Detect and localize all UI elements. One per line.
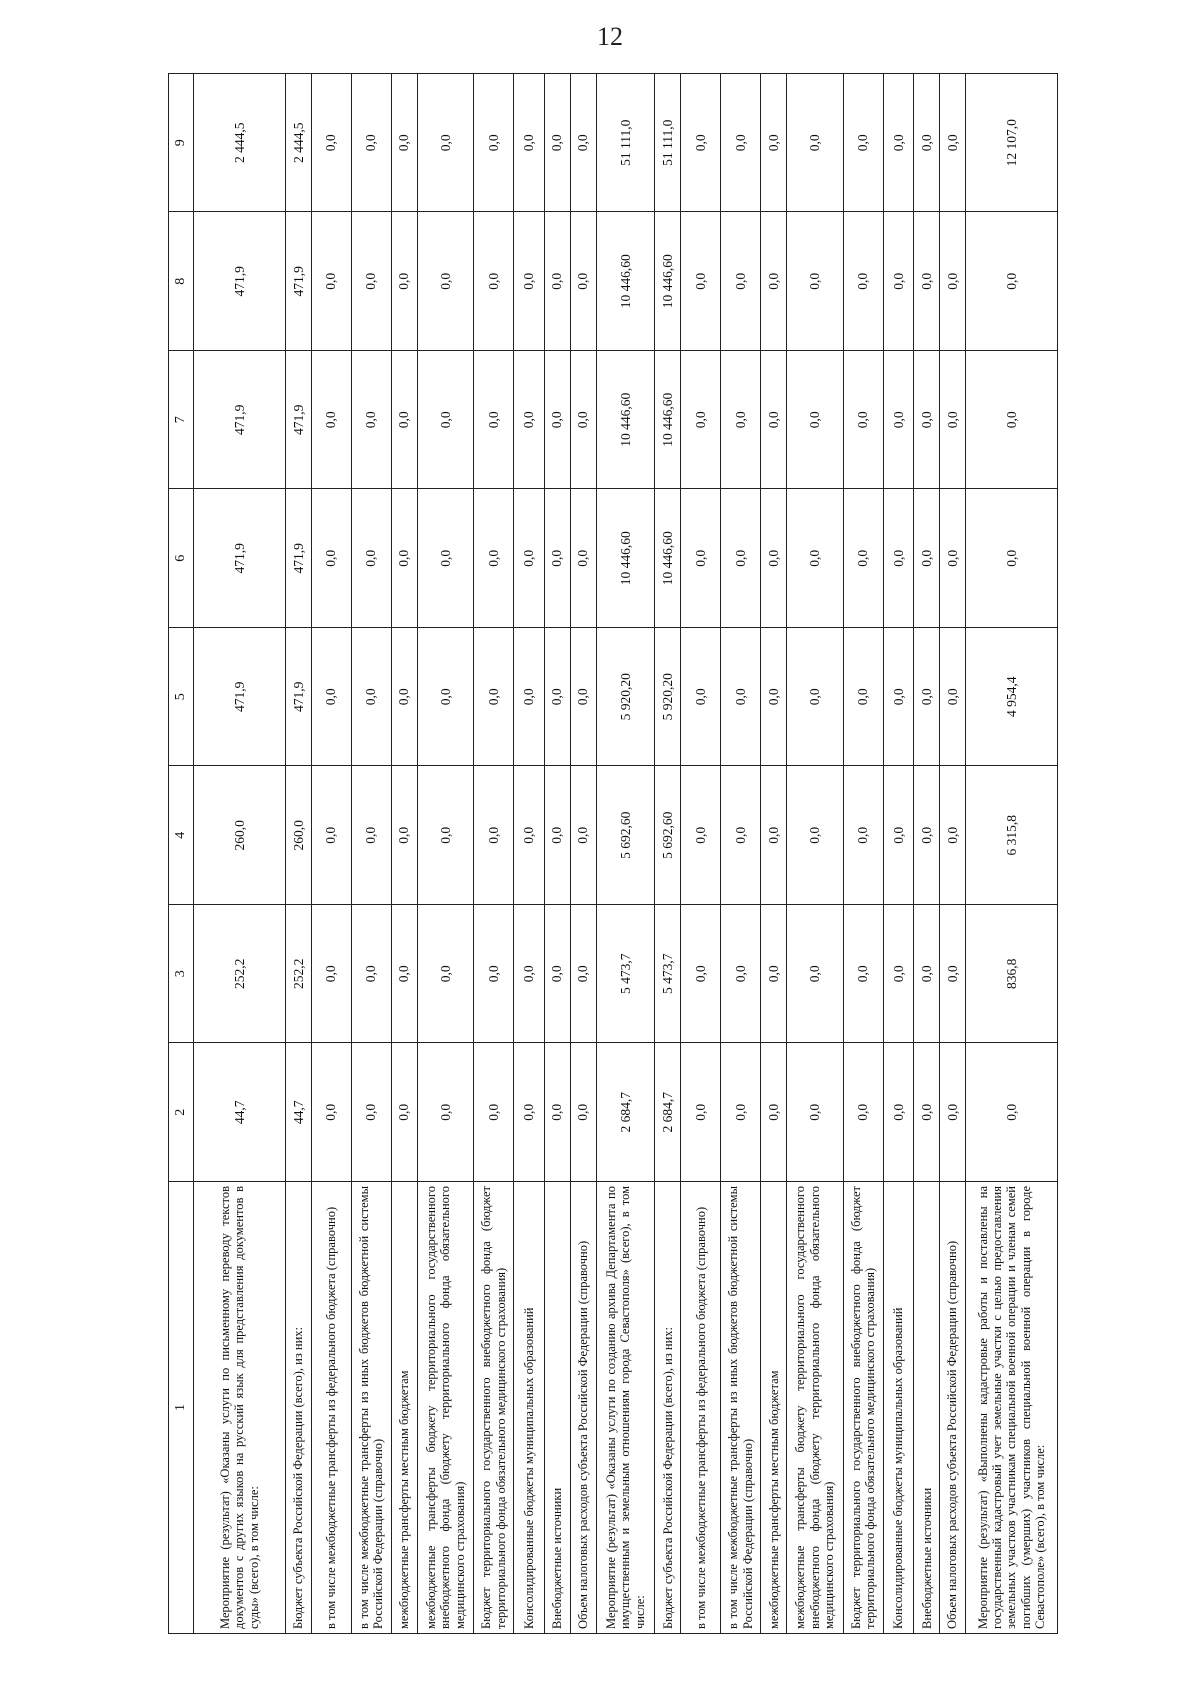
value-cell: 471,9	[285, 212, 311, 351]
value-cell: 0,0	[570, 1043, 596, 1182]
value-cell: 0,0	[843, 628, 883, 767]
value-cell: 51 111,0	[655, 74, 681, 213]
value-cell: 0,0	[311, 628, 351, 767]
value-cell: 0,0	[787, 628, 844, 767]
value-cell: 5 692,60	[596, 766, 655, 905]
value-cell: 0,0	[311, 212, 351, 351]
header-cell: 1	[169, 1182, 194, 1634]
value-cell: 10 446,60	[655, 351, 681, 490]
row-label-cell: Мероприятие (результат) «Выполнены кадастровые работы и поставлены на государственный кадастровый учет земельные участки с целью предоставления земельных участков участникам специальной военной операции и членам семей погибших (умерших) участников специальной военной операции в городе Севастополе» (всего), в том числе:	[966, 1182, 1058, 1634]
table-row	[311, 74, 351, 1634]
header-cell: 2	[169, 1043, 194, 1182]
budget-table	[168, 73, 1058, 1634]
value-cell: 0,0	[883, 905, 914, 1044]
value-cell: 260,0	[194, 766, 286, 905]
value-cell: 836,8	[966, 905, 1058, 1044]
value-cell: 0,0	[966, 489, 1058, 628]
row-label-cell: межбюджетные трансферты бюджету территориального государственного внебюджетного фонда (бюджету территориального фонда обязательного медицинского страхования)	[787, 1182, 844, 1634]
value-cell: 0,0	[761, 489, 787, 628]
header-cell: 5	[169, 628, 194, 767]
value-cell: 0,0	[570, 628, 596, 767]
value-cell: 5 692,60	[655, 766, 681, 905]
value-cell: 5 473,7	[596, 905, 655, 1044]
value-cell: 2 684,7	[655, 1043, 681, 1182]
value-cell: 0,0	[391, 212, 417, 351]
value-cell: 0,0	[514, 489, 545, 628]
value-cell: 0,0	[883, 489, 914, 628]
value-cell: 0,0	[391, 351, 417, 490]
value-cell: 0,0	[474, 74, 514, 213]
row-label-cell: Внебюджетные источники	[544, 1182, 570, 1634]
value-cell: 0,0	[883, 766, 914, 905]
value-cell: 0,0	[544, 212, 570, 351]
value-cell: 0,0	[761, 628, 787, 767]
value-cell: 0,0	[681, 489, 721, 628]
value-cell: 471,9	[194, 489, 286, 628]
header-cell: 4	[169, 766, 194, 905]
value-cell: 0,0	[391, 74, 417, 213]
row-label-cell: в том числе межбюджетные трансферты из федерального бюджета (справочно)	[311, 1182, 351, 1634]
value-cell: 0,0	[570, 489, 596, 628]
value-cell: 0,0	[914, 212, 940, 351]
value-cell: 0,0	[883, 628, 914, 767]
value-cell: 0,0	[570, 351, 596, 490]
value-cell: 0,0	[544, 74, 570, 213]
value-cell: 0,0	[351, 1043, 391, 1182]
value-cell: 0,0	[787, 1043, 844, 1182]
value-cell: 0,0	[787, 351, 844, 490]
value-cell: 0,0	[843, 1043, 883, 1182]
table-row	[721, 74, 761, 1634]
value-cell: 0,0	[514, 1043, 545, 1182]
value-cell: 0,0	[966, 1043, 1058, 1182]
row-label-cell: Консолидированные бюджеты муниципальных образований	[514, 1182, 545, 1634]
value-cell: 0,0	[761, 766, 787, 905]
header-cell: 3	[169, 905, 194, 1044]
row-label-cell: в том числе межбюджетные трансферты из федерального бюджета (справочно)	[681, 1182, 721, 1634]
value-cell: 0,0	[721, 766, 761, 905]
value-cell: 2 444,5	[194, 74, 286, 213]
value-cell: 0,0	[544, 628, 570, 767]
value-cell: 0,0	[843, 212, 883, 351]
value-cell: 0,0	[474, 628, 514, 767]
value-cell: 2 684,7	[596, 1043, 655, 1182]
value-cell: 0,0	[761, 351, 787, 490]
table-row	[285, 74, 311, 1634]
value-cell: 0,0	[514, 212, 545, 351]
header-cell: 9	[169, 74, 194, 213]
value-cell: 0,0	[721, 212, 761, 351]
value-cell: 0,0	[883, 74, 914, 213]
value-cell: 0,0	[474, 212, 514, 351]
row-label-cell: Объем налоговых расходов субъекта Российской Федерации (справочно)	[940, 1182, 966, 1634]
value-cell: 0,0	[721, 74, 761, 213]
value-cell: 10 446,60	[655, 489, 681, 628]
value-cell: 0,0	[417, 1043, 474, 1182]
value-cell: 4 954,4	[966, 628, 1058, 767]
value-cell: 260,0	[285, 766, 311, 905]
value-cell: 0,0	[721, 628, 761, 767]
value-cell: 0,0	[391, 1043, 417, 1182]
value-cell: 0,0	[883, 1043, 914, 1182]
value-cell: 0,0	[787, 74, 844, 213]
value-cell: 0,0	[417, 351, 474, 490]
value-cell: 0,0	[311, 905, 351, 1044]
value-cell: 0,0	[843, 905, 883, 1044]
value-cell: 252,2	[285, 905, 311, 1044]
value-cell: 0,0	[417, 905, 474, 1044]
table-row	[966, 74, 1058, 1634]
table-row	[474, 74, 514, 1634]
row-label-cell: Внебюджетные источники	[914, 1182, 940, 1634]
value-cell: 0,0	[787, 212, 844, 351]
row-label-cell: в том числе межбюджетные трансферты из иных бюджетов бюджетной системы Российской Федерации (справочно)	[721, 1182, 761, 1634]
value-cell: 0,0	[351, 212, 391, 351]
table-row	[514, 74, 545, 1634]
value-cell: 0,0	[843, 489, 883, 628]
value-cell: 0,0	[681, 905, 721, 1044]
table-row	[570, 74, 596, 1634]
value-cell: 0,0	[351, 905, 391, 1044]
table-row	[655, 74, 681, 1634]
row-label-cell: Бюджет территориального государственного внебюджетного фонда (бюджет территориального фонда обязательного медицинского страхования)	[843, 1182, 883, 1634]
value-cell: 0,0	[351, 74, 391, 213]
value-cell: 471,9	[285, 489, 311, 628]
row-label-cell: Мероприятие (результат) «Оказаны услуги по созданию архива Департамента по имущественным и земельным отношениям города Севастополя» (всего), в том числе:	[596, 1182, 655, 1634]
row-label-cell: Объем налоговых расходов субъекта Российской Федерации (справочно)	[570, 1182, 596, 1634]
value-cell: 44,7	[285, 1043, 311, 1182]
value-cell: 0,0	[514, 905, 545, 1044]
value-cell: 471,9	[285, 351, 311, 490]
value-cell: 0,0	[883, 351, 914, 490]
value-cell: 0,0	[761, 905, 787, 1044]
row-label-cell: в том числе межбюджетные трансферты из иных бюджетов бюджетной системы Российской Федерации (справочно)	[351, 1182, 391, 1634]
value-cell: 0,0	[843, 74, 883, 213]
value-cell: 471,9	[194, 628, 286, 767]
table-body	[194, 74, 1058, 1634]
value-cell: 0,0	[681, 212, 721, 351]
value-cell: 0,0	[787, 905, 844, 1044]
value-cell: 0,0	[761, 74, 787, 213]
table-row	[351, 74, 391, 1634]
value-cell: 0,0	[761, 1043, 787, 1182]
row-label-cell: Бюджет территориального государственного внебюджетного фонда (бюджет территориального фонда обязательного медицинского страхования)	[474, 1182, 514, 1634]
value-cell: 0,0	[544, 905, 570, 1044]
value-cell: 0,0	[391, 905, 417, 1044]
page-number: 12	[597, 22, 623, 51]
value-cell: 0,0	[787, 489, 844, 628]
value-cell: 0,0	[391, 489, 417, 628]
value-cell: 0,0	[966, 351, 1058, 490]
value-cell: 0,0	[940, 628, 966, 767]
value-cell: 471,9	[194, 351, 286, 490]
value-cell: 10 446,60	[596, 351, 655, 490]
value-cell: 0,0	[544, 766, 570, 905]
value-cell: 44,7	[194, 1043, 286, 1182]
value-cell: 5 920,20	[655, 628, 681, 767]
header-cell: 8	[169, 212, 194, 351]
value-cell: 0,0	[914, 351, 940, 490]
value-cell: 0,0	[391, 628, 417, 767]
value-cell: 0,0	[351, 489, 391, 628]
value-cell: 0,0	[474, 1043, 514, 1182]
value-cell: 0,0	[940, 1043, 966, 1182]
value-cell: 0,0	[570, 74, 596, 213]
value-cell: 0,0	[474, 351, 514, 490]
value-cell: 0,0	[351, 628, 391, 767]
value-cell: 0,0	[514, 351, 545, 490]
value-cell: 0,0	[940, 766, 966, 905]
value-cell: 0,0	[311, 1043, 351, 1182]
value-cell: 10 446,60	[596, 212, 655, 351]
value-cell: 0,0	[721, 351, 761, 490]
value-cell: 0,0	[417, 489, 474, 628]
value-cell: 0,0	[311, 351, 351, 490]
value-cell: 0,0	[544, 351, 570, 490]
value-cell: 0,0	[843, 351, 883, 490]
value-cell: 0,0	[311, 489, 351, 628]
table-row	[417, 74, 474, 1634]
value-cell: 0,0	[514, 766, 545, 905]
value-cell: 0,0	[914, 74, 940, 213]
value-cell: 51 111,0	[596, 74, 655, 213]
value-cell: 0,0	[474, 905, 514, 1044]
value-cell: 0,0	[721, 1043, 761, 1182]
value-cell: 0,0	[721, 905, 761, 1044]
row-label-cell: межбюджетные трансферты местным бюджетам	[761, 1182, 787, 1634]
header-cell: 6	[169, 489, 194, 628]
value-cell: 0,0	[721, 489, 761, 628]
value-cell: 0,0	[883, 212, 914, 351]
table-row	[914, 74, 940, 1634]
row-label-cell: Бюджет субъекта Российской Федерации (всего), из них:	[285, 1182, 311, 1634]
value-cell: 0,0	[787, 766, 844, 905]
row-label-cell: Бюджет субъекта Российской Федерации (всего), из них:	[655, 1182, 681, 1634]
value-cell: 0,0	[843, 766, 883, 905]
value-cell: 5 473,7	[655, 905, 681, 1044]
value-cell: 0,0	[311, 766, 351, 905]
value-cell: 10 446,60	[596, 489, 655, 628]
value-cell: 0,0	[940, 212, 966, 351]
value-cell: 0,0	[940, 74, 966, 213]
value-cell: 0,0	[474, 489, 514, 628]
value-cell: 0,0	[311, 74, 351, 213]
header-row	[169, 74, 194, 1634]
table-row	[391, 74, 417, 1634]
value-cell: 471,9	[285, 628, 311, 767]
value-cell: 0,0	[940, 351, 966, 490]
value-cell: 0,0	[570, 766, 596, 905]
header-cell: 7	[169, 351, 194, 490]
table-rotation-frame	[168, 74, 1058, 1634]
value-cell: 2 444,5	[285, 74, 311, 213]
value-cell: 0,0	[940, 489, 966, 628]
value-cell: 0,0	[570, 905, 596, 1044]
table-row	[883, 74, 914, 1634]
value-cell: 0,0	[681, 628, 721, 767]
value-cell: 0,0	[914, 1043, 940, 1182]
value-cell: 0,0	[391, 766, 417, 905]
value-cell: 0,0	[761, 212, 787, 351]
value-cell: 5 920,20	[596, 628, 655, 767]
table-row	[544, 74, 570, 1634]
table-row	[843, 74, 883, 1634]
value-cell: 0,0	[681, 351, 721, 490]
value-cell: 0,0	[940, 905, 966, 1044]
table-row	[787, 74, 844, 1634]
table-row	[681, 74, 721, 1634]
row-label-cell: межбюджетные трансферты бюджету территориального государственного внебюджетного фонда (бюджету территориального фонда обязательного медицинского страхования)	[417, 1182, 474, 1634]
value-cell: 0,0	[570, 212, 596, 351]
value-cell: 0,0	[514, 74, 545, 213]
value-cell: 0,0	[681, 1043, 721, 1182]
value-cell: 0,0	[417, 212, 474, 351]
value-cell: 0,0	[914, 489, 940, 628]
table-row	[761, 74, 787, 1634]
table-row	[194, 74, 286, 1634]
row-label-cell: межбюджетные трансферты местным бюджетам	[391, 1182, 417, 1634]
value-cell: 471,9	[194, 212, 286, 351]
value-cell: 0,0	[681, 766, 721, 905]
value-cell: 0,0	[351, 351, 391, 490]
rotated-table-container	[168, 74, 1058, 1634]
value-cell: 0,0	[914, 905, 940, 1044]
value-cell: 0,0	[914, 628, 940, 767]
value-cell: 12 107,0	[966, 74, 1058, 213]
value-cell: 0,0	[914, 766, 940, 905]
value-cell: 0,0	[417, 74, 474, 213]
value-cell: 0,0	[351, 766, 391, 905]
value-cell: 0,0	[474, 766, 514, 905]
value-cell: 6 315,8	[966, 766, 1058, 905]
value-cell: 0,0	[514, 628, 545, 767]
value-cell: 0,0	[966, 212, 1058, 351]
row-label-cell: Консолидированные бюджеты муниципальных образований	[883, 1182, 914, 1634]
value-cell: 0,0	[681, 74, 721, 213]
value-cell: 0,0	[544, 1043, 570, 1182]
value-cell: 0,0	[417, 628, 474, 767]
table-row	[596, 74, 655, 1634]
value-cell: 252,2	[194, 905, 286, 1044]
table-row	[940, 74, 966, 1634]
row-label-cell: Мероприятие (результат) «Оказаны услуги по письменному переводу текстов документов с других языков на русский язык для представления документов в суды» (всего), в том числе:	[194, 1182, 286, 1634]
value-cell: 0,0	[417, 766, 474, 905]
value-cell: 10 446,60	[655, 212, 681, 351]
value-cell: 0,0	[544, 489, 570, 628]
